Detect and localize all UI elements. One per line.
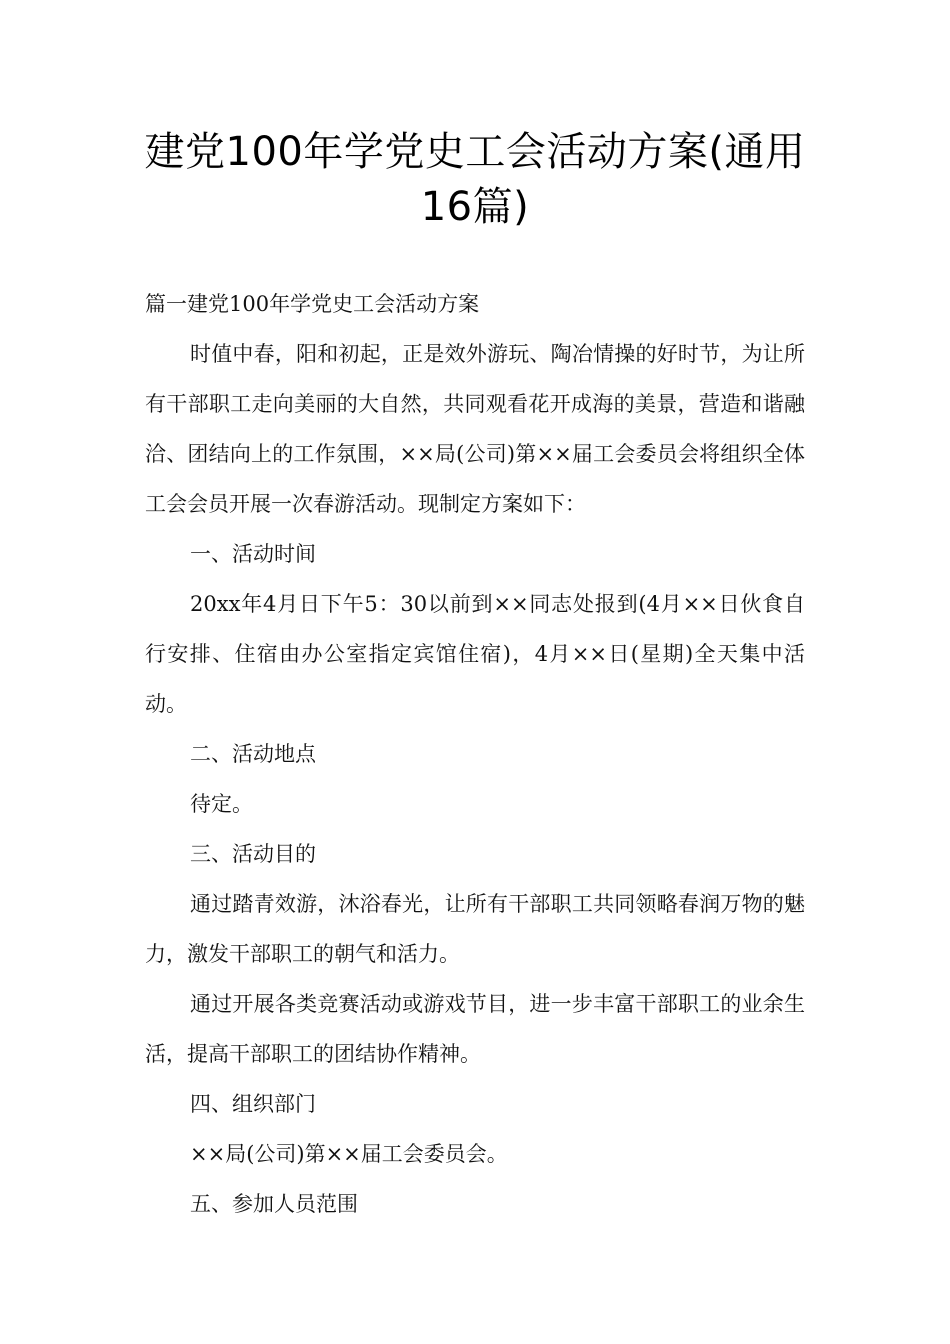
paragraph-purpose-1: 通过踏青效游，沐浴春光，让所有干部职工共同领略春润万物的魅力，激发干部职工的朝气和活力。 [145, 892, 805, 966]
section-heading: 篇一建党100年学党史工会活动方案 [145, 292, 480, 316]
paragraph-activity-time: 20xx年4月日下午5：30以前到××同志处报到(4月××日伙食自行安排、住宿由办公室指定宾馆住宿)，4月××日(星期)全天集中活动。 [145, 592, 805, 716]
heading-activity-time: 一、活动时间 [190, 542, 316, 566]
paragraph-activity-location: 待定。 [190, 792, 253, 816]
heading-participants: 五、参加人员范围 [190, 1192, 358, 1216]
heading-organizer: 四、组织部门 [190, 1092, 316, 1116]
heading-activity-purpose: 三、活动目的 [190, 842, 316, 866]
paragraph-organizer: ××局(公司)第××届工会委员会。 [190, 1142, 508, 1166]
paragraph-intro: 时值中春，阳和初起，正是效外游玩、陶冶情操的好时节，为让所有干部职工走向美丽的大自然，共同观看花开成海的美景，营造和谐融洽、团结向上的工作氛围，××局(公司)第××届工会委员会将组织全体工会会员开展一次春游活动。现制定方案如下： [145, 342, 805, 516]
paragraph-purpose-2: 通过开展各类竞赛活动或游戏节目，进一步丰富干部职工的业余生活，提高干部职工的团结协作精神。 [145, 992, 805, 1066]
document-title: 建党100年学党史工会活动方案(通用16篇) [144, 129, 806, 230]
document-body [145, 279, 805, 1229]
heading-activity-location: 二、活动地点 [190, 742, 316, 766]
